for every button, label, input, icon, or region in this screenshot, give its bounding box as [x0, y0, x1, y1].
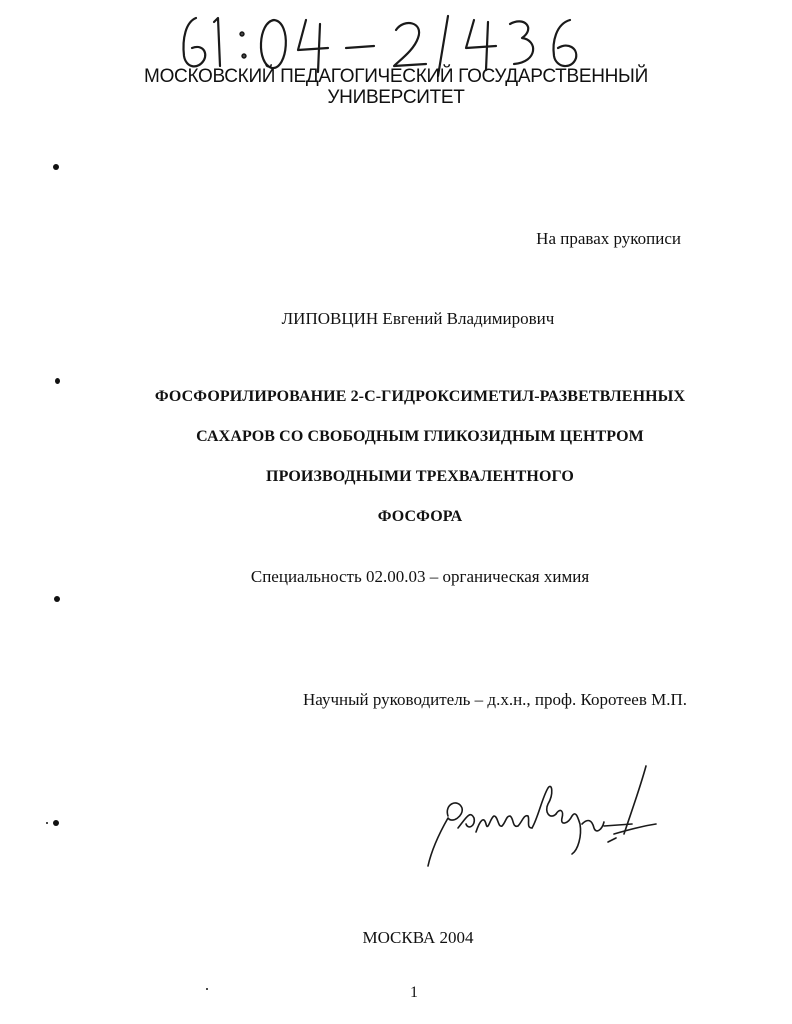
signature-drawing	[418, 758, 668, 878]
scan-artifact-dot	[53, 820, 59, 826]
title-line-4: ФОСФОРА	[377, 508, 463, 525]
scan-artifact-dot	[54, 596, 60, 602]
university-line-1: МОСКОВСКИЙ ПЕДАГОГИЧЕСКИЙ ГОСУДАРСТВЕННЫЙ	[144, 66, 648, 87]
title-line-2: САХАРОВ СО СВОБОДНЫМ ГЛИКОЗИДНЫМ ЦЕНТРОМ	[196, 428, 644, 445]
rights-note: На правах рукописи	[536, 229, 681, 248]
title-line-3: ПРОИЗВОДНЫМИ ТРЕХВАЛЕНТНОГО	[266, 468, 574, 485]
thesis-title	[0, 387, 792, 547]
scan-artifact-dot	[206, 988, 208, 990]
page-number: 1	[410, 984, 418, 1001]
specialty: Специальность 02.00.03 – органическая химия	[250, 567, 590, 586]
university-name	[0, 66, 792, 108]
university-line-2: УНИВЕРСИТЕТ	[327, 87, 465, 108]
title-line-1: ФОСФОРИЛИРОВАНИЕ 2-С-ГИДРОКСИМЕТИЛ-РАЗВЕТВЛЕННЫХ	[154, 388, 686, 405]
scan-artifact-dot	[53, 164, 59, 170]
handwritten-signature	[418, 758, 668, 878]
scan-artifact-dot	[46, 822, 48, 824]
scan-artifact-dot	[55, 378, 60, 384]
scientific-supervisor: Научный руководитель – д.х.н., проф. Коротеев М.П.	[303, 690, 687, 709]
city-and-year: МОСКВА 2004	[362, 928, 474, 947]
author-name: ЛИПОВЦИН Евгений Владимирович	[281, 309, 555, 328]
